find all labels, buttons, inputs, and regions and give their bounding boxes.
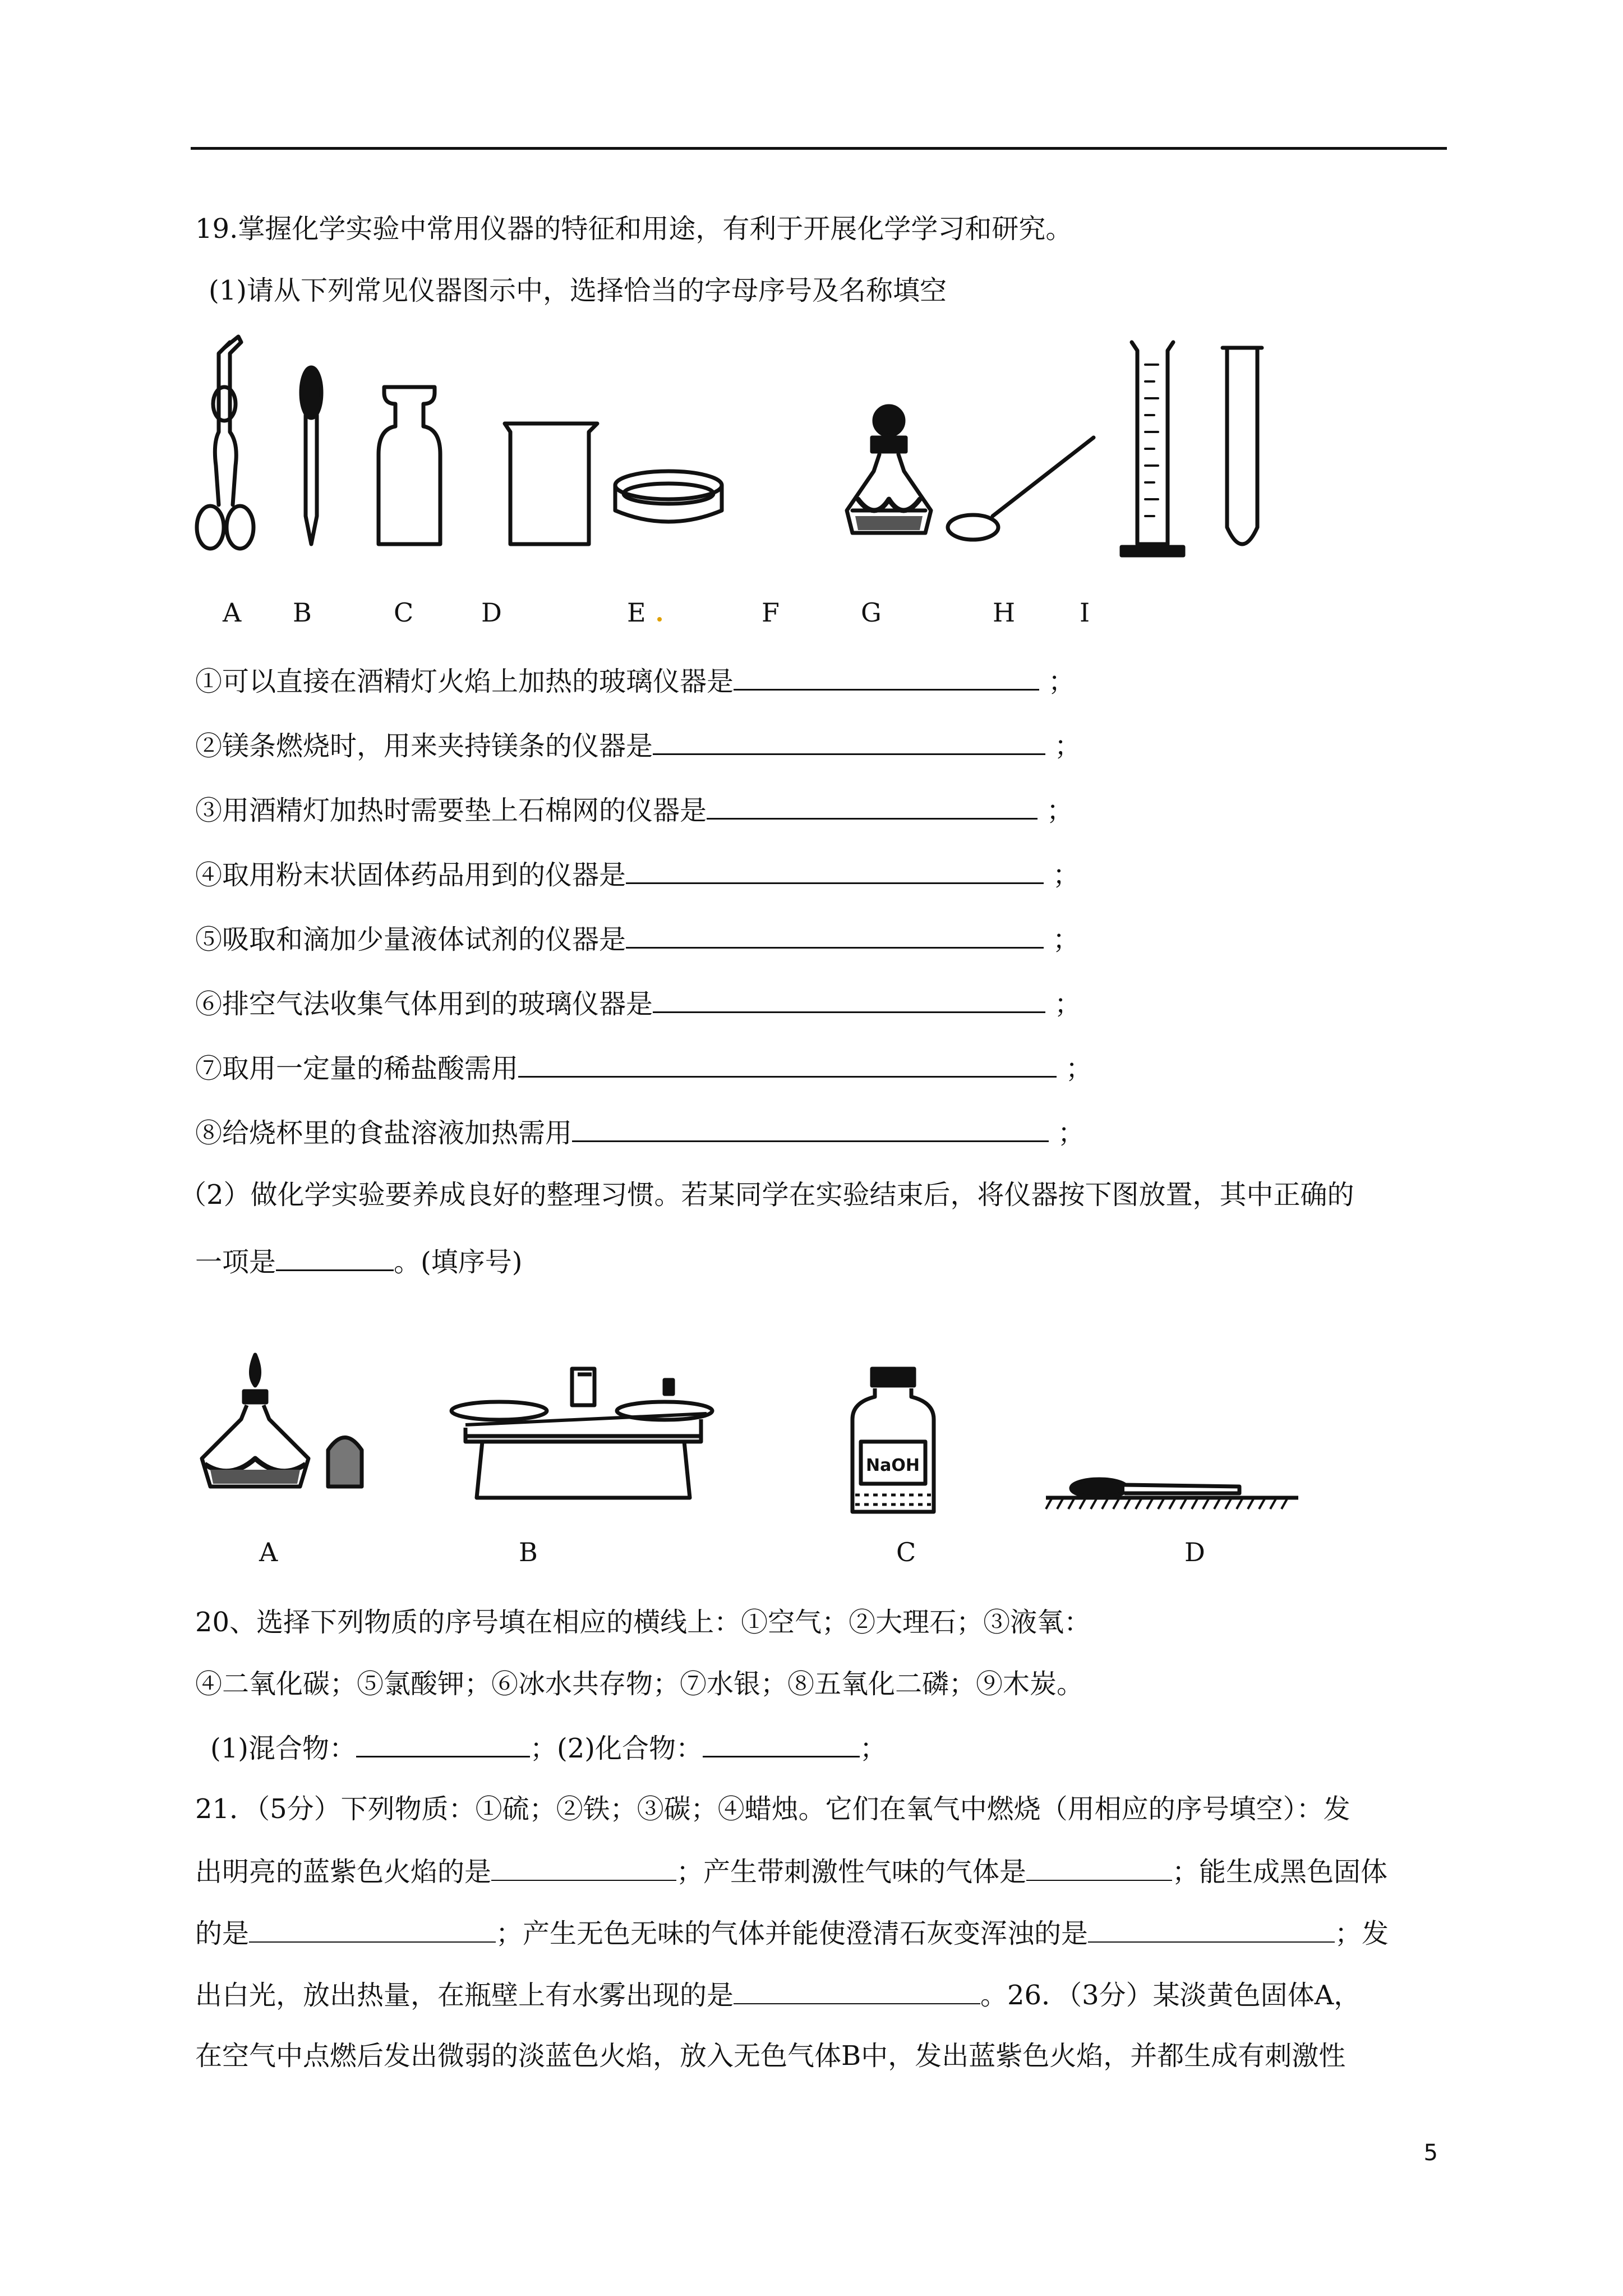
naoh-label: NaOH (866, 1456, 920, 1475)
answer-blank[interactable] (707, 791, 1038, 820)
q19-title: 19.掌握化学实验中常用仪器的特征和用途，有利于开展化学学习和研究。 (195, 213, 1073, 245)
figure-letter: C (394, 597, 414, 628)
figure-letter: E (627, 597, 646, 628)
crucible-tongs-image (197, 337, 253, 549)
q20-line3: (1)混合物： ；(2)化合物： ； (210, 1729, 887, 1765)
q21-line4: 出白光，放出热量，在瓶壁上有水雾出现的是 。26．（3分）某淡黄色固体A， (195, 1977, 1361, 2012)
q20-line2: ④二氧化碳；⑤氯酸钾；⑥冰水共存物；⑦水银；⑧五氧化二磷；⑨木炭。 (195, 1668, 1084, 1700)
answer-blank[interactable] (356, 1729, 530, 1757)
figure2-letter: B (519, 1537, 538, 1567)
beaker-image (505, 424, 597, 544)
figure-letter: F (762, 597, 780, 628)
q21-line5: 在空气中点燃后发出微弱的淡蓝色火焰，放入无色气体B中，发出蓝紫色火焰，并都生成有刺激性 (195, 2040, 1346, 2072)
q19-item: ③用酒精灯加热时需要垫上石棉网的仪器是 ； (195, 791, 1073, 827)
q19-item: ⑧给烧杯里的食盐溶液加热需用 ； (195, 1114, 1085, 1150)
alcohol-lamp-image (847, 406, 931, 533)
header-rule (191, 147, 1447, 150)
q19-item: ①可以直接在酒精灯火焰上加热的玻璃仪器是 ； (195, 662, 1075, 698)
graduated-cylinder-image (1122, 342, 1183, 555)
q19-item: ⑤吸取和滴加少量液体试剂的仪器是 ； (195, 920, 1080, 956)
answer-blank[interactable] (653, 984, 1045, 1013)
q19-part1: (1)请从下列常见仪器图示中，选择恰当的字母序号及名称填空 (209, 275, 947, 306)
answer-blank[interactable] (626, 855, 1044, 884)
figure-letter: A (223, 597, 242, 628)
decorative-dot (657, 617, 662, 622)
answer-blank[interactable] (1026, 1854, 1172, 1881)
figure-letter: B (293, 597, 312, 628)
instrument-figure (185, 331, 1295, 572)
evaporating-dish-image (615, 471, 722, 522)
answer-blank[interactable] (653, 726, 1045, 755)
q21-line2: 出明亮的蓝紫色火焰的是 ；产生带刺激性气味的气体是 ；能生成黑色固体 (195, 1854, 1387, 1889)
naoh-bottle-image (852, 1369, 934, 1512)
test-tube-image (1223, 348, 1262, 544)
answer-blank[interactable] (491, 1854, 676, 1881)
figure-letter: D (481, 597, 502, 628)
figure-letter: I (1080, 597, 1090, 628)
answer-blank[interactable] (703, 1729, 860, 1757)
balance-image (451, 1369, 712, 1498)
answer-blank[interactable] (518, 1049, 1057, 1078)
alcohol-lamp-cap-off-image (202, 1355, 362, 1487)
figure2-letter: C (896, 1537, 916, 1567)
q21-line3: 的是 ；产生无色无味的气体并能使澄清石灰变浑浊的是 ；发 (195, 1916, 1389, 1950)
answer-blank[interactable] (734, 662, 1039, 691)
q19-part2-line2: 一项是 。(填序号) (195, 1243, 522, 1279)
figure-letter: H (993, 597, 1016, 628)
answer-blank[interactable] (572, 1114, 1049, 1142)
figure2-letter: A (259, 1537, 278, 1567)
answer-blank[interactable] (734, 1977, 980, 2004)
answer-blank[interactable] (276, 1243, 394, 1271)
spatula-image (948, 438, 1094, 540)
figure-letter: G (861, 597, 882, 628)
answer-blank[interactable] (1088, 1916, 1335, 1943)
tidy-up-figure (185, 1352, 1307, 1520)
answer-blank[interactable] (249, 1916, 496, 1943)
q19-item: ⑥排空气法收集气体用到的玻璃仪器是 ； (195, 984, 1081, 1021)
page-number: 5 (1423, 2140, 1438, 2166)
q21-line1: 21．（5分）下列物质：①硫；②铁；③碳；④蜡烛。它们在氧气中燃烧（用相应的序号填空）：发 (195, 1793, 1350, 1825)
q19-item: ②镁条燃烧时，用来夹持镁条的仪器是 ； (195, 726, 1081, 763)
answer-blank[interactable] (626, 920, 1044, 949)
q19-item: ④取用粉末状固体药品用到的仪器是 ； (195, 855, 1080, 892)
figure2-letter: D (1184, 1537, 1205, 1567)
dropper-on-table-image (1046, 1479, 1298, 1509)
dropper-image (301, 367, 321, 544)
q20-line1: 20、选择下列物质的序号填在相应的横线上：①空气；②大理石；③液氧： (195, 1607, 1091, 1638)
q19-part2-line1: （2）做化学实验要养成良好的整理习惯。若某同学在实验结束后，将仪器按下图放置，其中正确的 (179, 1179, 1354, 1211)
q19-item: ⑦取用一定量的稀盐酸需用 ； (195, 1049, 1092, 1085)
gas-jar-image (379, 387, 440, 544)
